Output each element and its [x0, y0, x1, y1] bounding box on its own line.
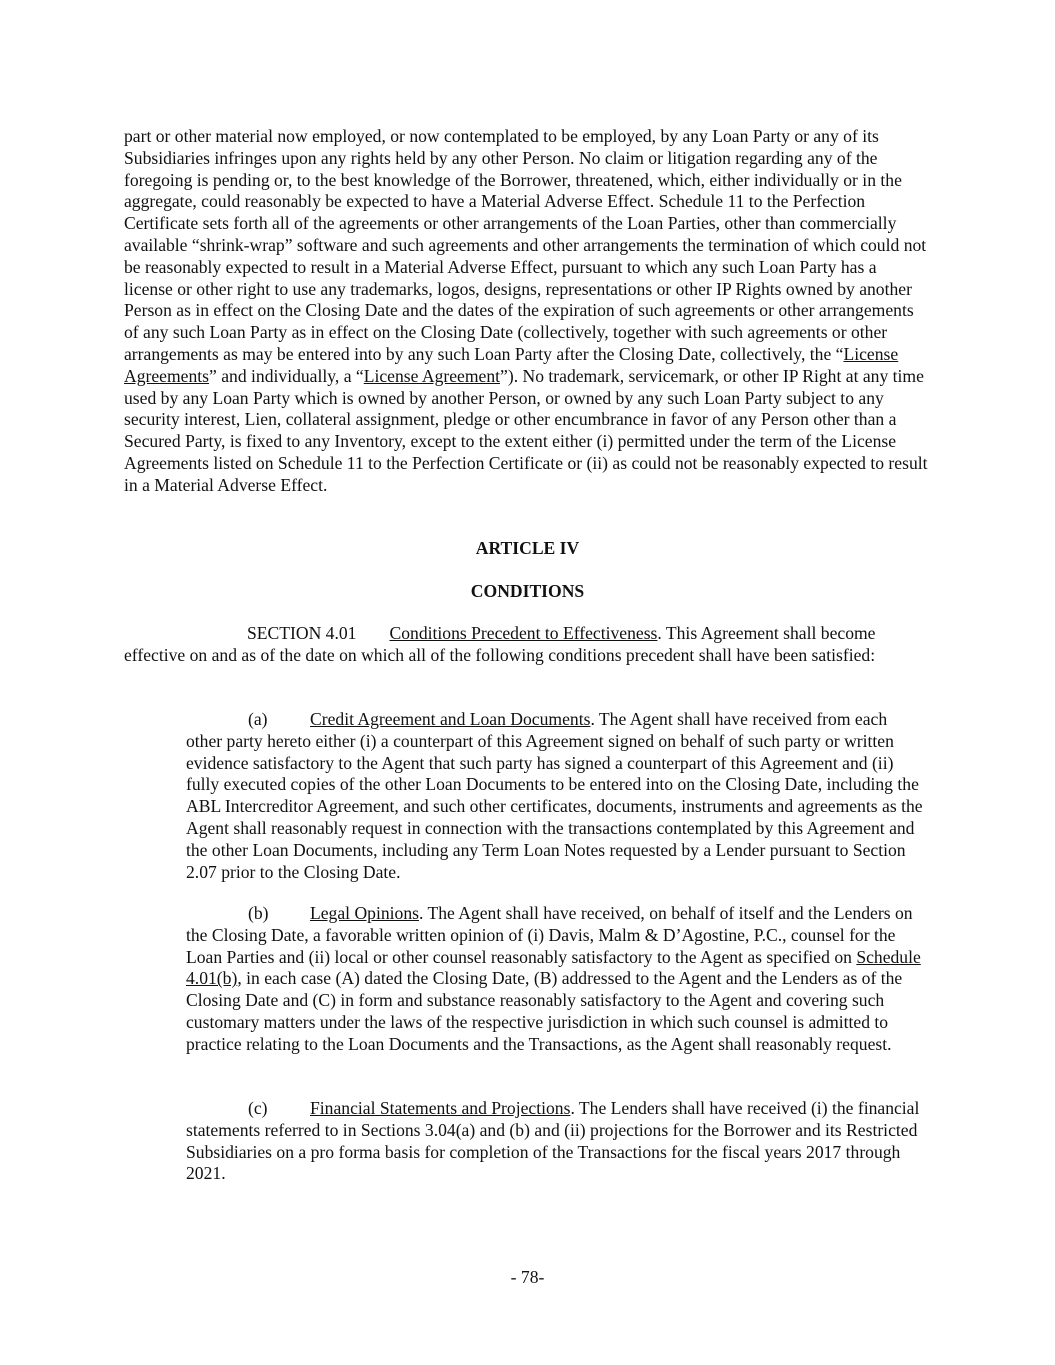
section-text: . This Agreement shall become effective on and as of the date on which all of the following conditions precedent shall have been satisfied: — [124, 623, 876, 665]
clause-label: (a) — [248, 709, 268, 729]
clause-text: . The Agent shall have received from each other party hereto either (i) a counterpart of this Agreement signed on behalf of such party or written evidence satisfactory to the Agent that such party has signed a counterpart of this Agreement and (ii) fully executed copies of the other Loan Documents to be entered into on the Closing Date, including the ABL Intercreditor Agreement, and such other certificates, documents, instruments and agreements as the Agent shall reasonably request in connection with the transactions contemplated by this Agreement and the other Loan Documents, including any Term Loan Notes requested by a Lender pursuant to Section 2.07 prior to the Closing Date. — [186, 709, 923, 882]
schedule-reference: Schedule 4.01(b) — [186, 946, 921, 989]
clause-text: , in each case (A) dated the Closing Date, (B) addressed to the Agent and the Lenders as of the Closing Date and (C) in form and substance reasonably satisfactory to the Agent and covering such customary matters under the laws of the respective jurisdiction in which such counsel is admitted to practice relating to the Loan Documents and the Transactions, as the Agent shall reasonably request. — [186, 968, 903, 1054]
clause-label: (c) — [248, 1098, 268, 1118]
intro-text-3: ”). No trademark, servicemark, or other IP Right at any time used by any Loan Party which is owned by another Person, or owned by any such Loan Party subject to any security interest, Lien, collateral assignment, pledge or other encumbrance in favor of any Person other than a Secured Party, is fixed to any Inventory, except to the extent either (i) permitted under the term of the License Agreements listed on Schedule 11 to the Perfection Certificate or (ii) as could not be reasonably expected to result in a Material Adverse Effect. — [124, 365, 928, 495]
intro-text-1: part or other material now employed, or now contemplated to be employed, by any Loan Party or any of its Subsidiaries infringes upon any rights held by any other Person. No claim or litigation regarding any of the foregoing is pending or, to the best knowledge of the Borrower, threatened, which, either individually or in the aggregate, could reasonably be expected to have a Material Adverse Effect. Schedule 11 to the Perfection Certificate sets forth all of the agreements or other arrangements of the Loan Parties, other than commercially available “shrink-wrap” software and such agreements and other arrangements the termination of which could not be reasonably expected to result in a Material Adverse Effect, pursuant to which any such Loan Party has a license or other right to use any trademarks, logos, designs, representations or other IP Rights owned by another Person as in effect on the Closing Date and the dates of the expiration of such agreements or other arrangements of any such Loan Party as in effect on the Closing Date (collectively, together with such agreements or other arrangements as may be entered into by any such Loan Party after the Closing Date, collectively, the “ — [124, 126, 927, 364]
clause-heading: Legal Opinions — [310, 903, 419, 923]
section-number: SECTION 4.01 — [247, 623, 357, 643]
clause-heading: Financial Statements and Projections — [310, 1098, 571, 1118]
page-number: - 78- — [510, 1267, 545, 1287]
defined-term-license-agreement: License Agreement — [363, 365, 501, 386]
clause-text: . The Agent shall have received, on behalf of itself and the Lenders on the Closing Date, a favorable written opinion of (i) Davis, Malm & D’Agostine, P.C., counsel for the Loan Parties and (ii) local or other counsel reasonably satisfactory to the Agent as specified on — [186, 903, 913, 967]
clause-heading: Credit Agreement and Loan Documents — [310, 709, 591, 729]
clause-a — [186, 709, 926, 883]
section-4-01-paragraph — [124, 623, 929, 667]
intro-text-2: ” and individually, a “ — [209, 365, 364, 386]
section-heading: Conditions Precedent to Effectiveness — [389, 623, 658, 643]
clause-text: . The Lenders shall have received (i) the financial statements referred to in Sections 3.04(a) and (b) and (ii) projections for the Borrower and its Restricted Subsidiaries on a pro forma basis for completion of the Transactions for the fiscal years 2017 through 2021. — [186, 1098, 920, 1184]
article-title: CONDITIONS — [470, 581, 585, 601]
defined-term-license-agreements: License Agreements — [124, 343, 899, 386]
article-number: ARTICLE IV — [475, 538, 580, 558]
clause-c — [186, 1098, 926, 1185]
clause-b — [186, 903, 926, 1056]
intro-paragraph — [124, 126, 929, 497]
clause-label: (b) — [248, 903, 269, 923]
